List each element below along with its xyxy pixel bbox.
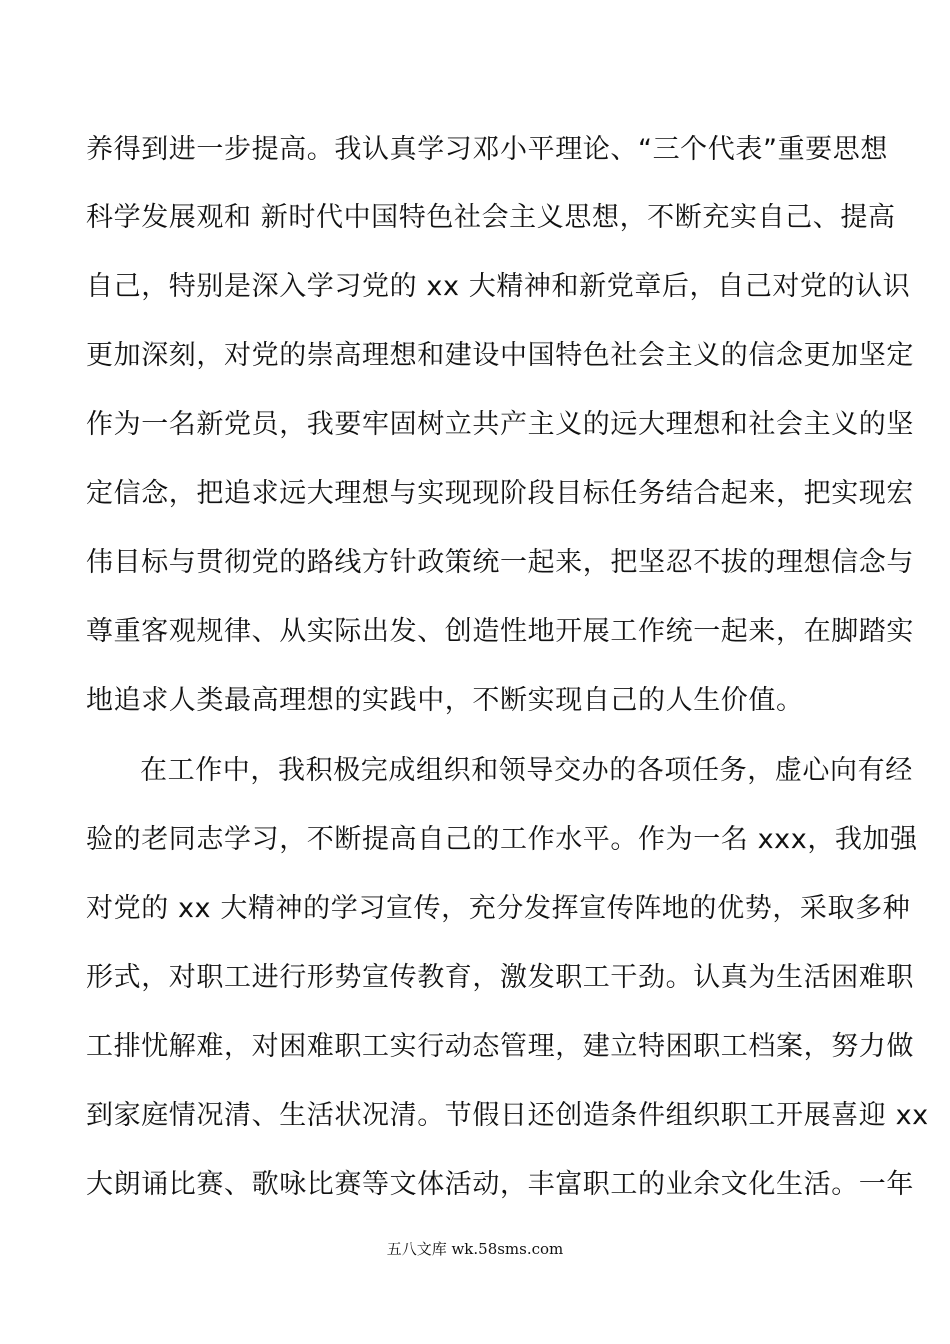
paragraph-2-line-4: 形式，对职工进行形势宣传教育，激发职工干劲。认真为生活困难职 (86, 962, 914, 993)
paragraph-1-line-1: 养得到进一步提高。我认真学习邓小平理论、“三个代表”重要思想 (86, 134, 888, 165)
paragraph-1-line-4: 更加深刻，对党的崇高理想和建设中国特色社会主义的信念更加坚定 (86, 340, 914, 371)
footer-source-text: 五八文库 wk.58sms.com (386, 1240, 564, 1258)
paragraph-1-line-9: 地追求人类最高理想的实践中，不断实现自己的人生价值。 (86, 685, 804, 716)
paragraph-1-line-2: 科学发展观和 新时代中国特色社会主义思想，不断充实自己、提高 (86, 202, 896, 233)
paragraph-1-line-8: 尊重客观规律、从实际出发、创造性地开展工作统一起来，在脚踏实 (86, 616, 914, 647)
paragraph-2-line-3: 对党的 xx 大精神的学习宣传，充分发挥宣传阵地的优势，采取多种 (86, 893, 911, 924)
paragraph-2-line-5: 工排忧解难，对困难职工实行动态管理，建立特困职工档案，努力做 (86, 1031, 914, 1062)
paragraph-2-line-2: 验的老同志学习，不断提高自己的工作水平。作为一名 xxx，我加强 (86, 824, 918, 855)
paragraph-1-line-3: 自己，特别是深入学习党的 xx 大精神和新党章后，自己对党的认识 (86, 271, 911, 302)
paragraph-2-line-1: 在工作中，我积极完成组织和领导交办的各项任务，虚心向有经 (140, 755, 913, 786)
paragraph-1-line-6: 定信念，把追求远大理想与实现现阶段目标任务结合起来，把实现宏 (86, 478, 914, 509)
paragraph-2-line-7: 大朗诵比赛、歌咏比赛等文体活动，丰富职工的业余文化生活。一年 (86, 1169, 914, 1200)
paragraph-2-line-6: 到家庭情况清、生活状况清。节假日还创造条件组织职工开展喜迎 xx (86, 1100, 929, 1131)
paragraph-1-line-7: 伟目标与贯彻党的路线方针政策统一起来，把坚忍不拔的理想信念与 (86, 547, 914, 578)
paragraph-1-line-5: 作为一名新党员，我要牢固树立共产主义的远大理想和社会主义的坚 (86, 409, 914, 440)
